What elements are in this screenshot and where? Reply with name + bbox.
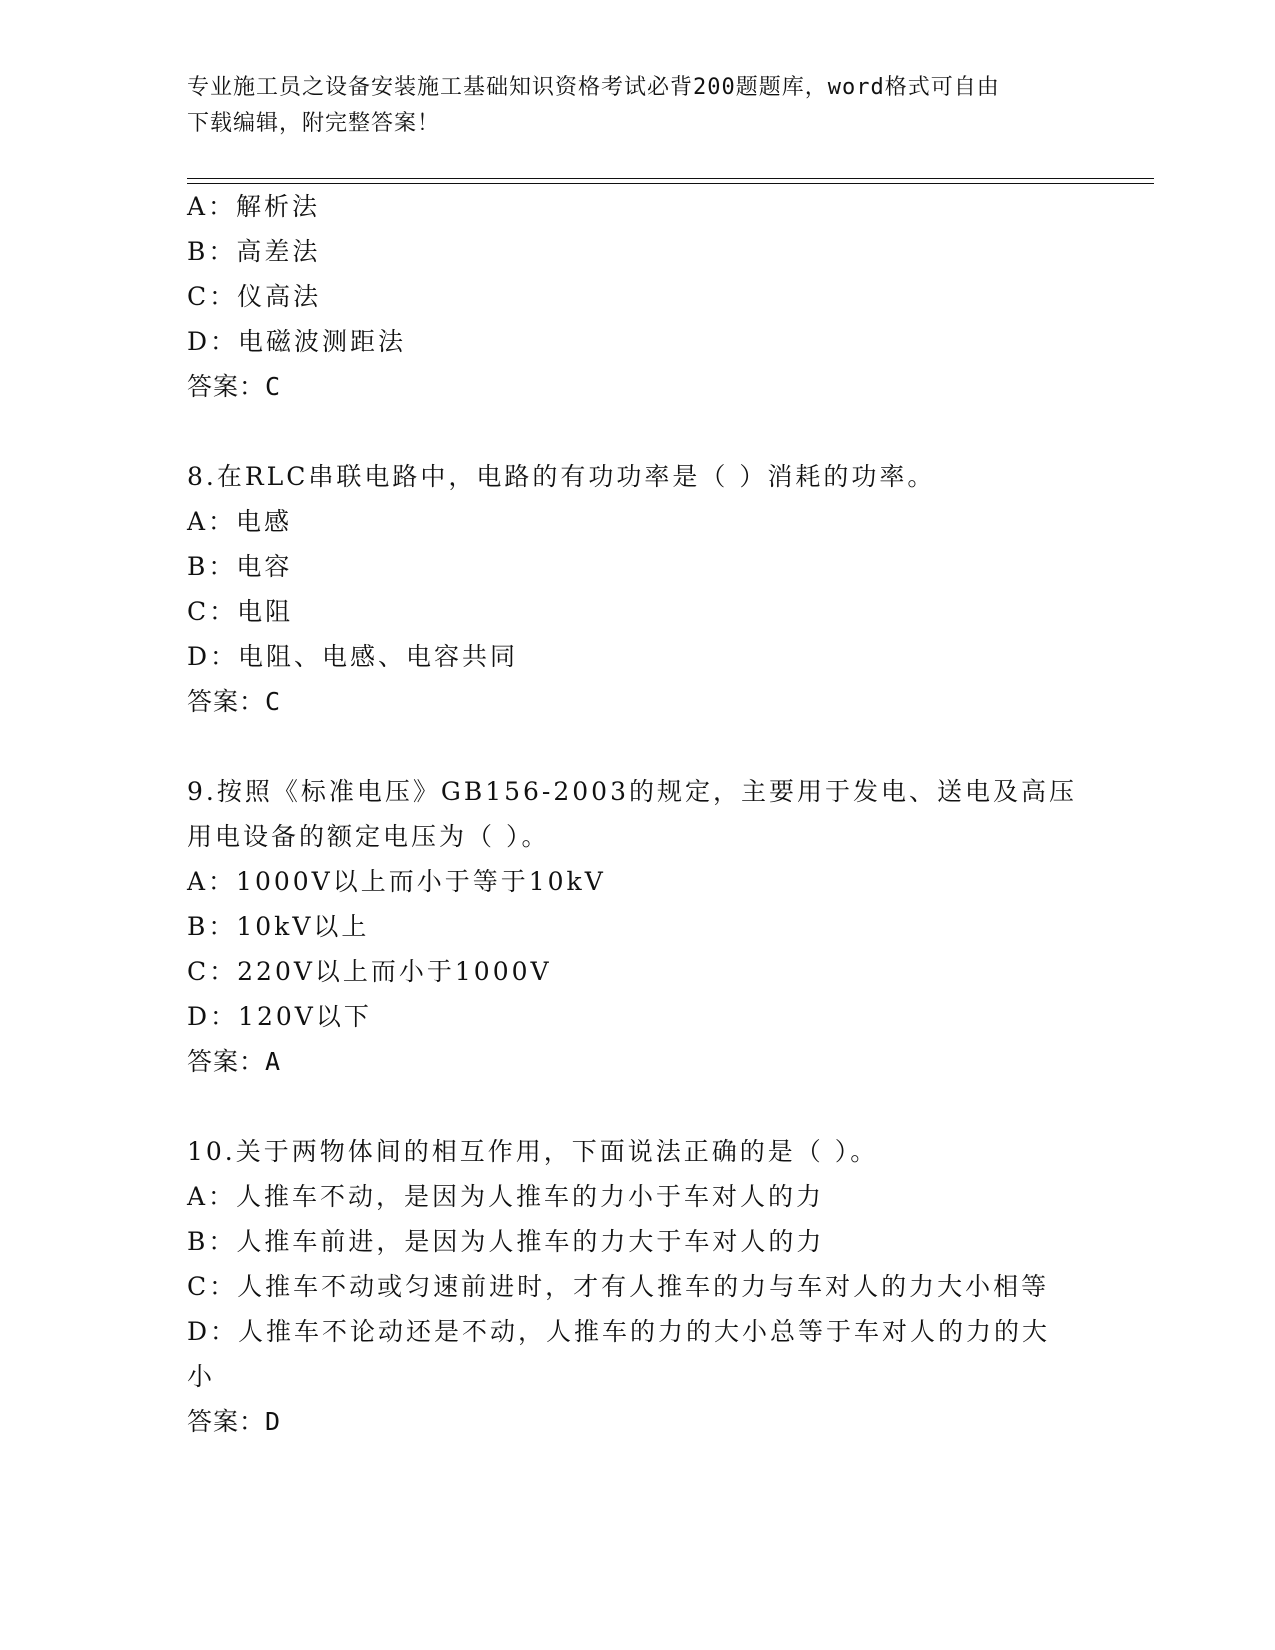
answer-label: 答案： xyxy=(187,372,266,401)
q8-option-a: A：电感 xyxy=(187,507,293,536)
answer-label: 答案： xyxy=(187,687,266,716)
q9-option-d: D：120V以下 xyxy=(187,1002,372,1031)
q7-option-a: A：解析法 xyxy=(187,192,321,221)
answer-label: 答案： xyxy=(187,1047,266,1076)
q10-option-c: C：人推车不动或匀速前进时，才有人推车的力与车对人的力大小相等 xyxy=(187,1272,1050,1301)
q9-option-c: C：220V以上而小于1000V xyxy=(187,957,552,986)
q10-stem: 10.关于两物体间的相互作用，下面说法正确的是（ ）。 xyxy=(187,1137,879,1166)
q8-answer xyxy=(187,684,281,720)
answer-value: A xyxy=(265,1047,282,1076)
q9-stem-line-2: 用电设备的额定电压为（ ）。 xyxy=(187,822,550,851)
q8-option-d: D：电阻、电感、电容共同 xyxy=(187,642,519,671)
q9-option-a: A：1000V以上而小于等于10kV xyxy=(187,867,606,896)
q10-option-a: A：人推车不动，是因为人推车的力小于车对人的力 xyxy=(187,1182,825,1211)
q9-answer xyxy=(187,1044,281,1080)
q10-option-d: D：人推车不论动还是不动，人推车的力的大小总等于车对人的力的大 xyxy=(187,1317,1051,1346)
q10-answer xyxy=(187,1404,281,1440)
q9-stem-line-1: 9.按照《标准电压》GB156-2003的规定，主要用于发电、送电及高压 xyxy=(187,777,1077,806)
q8-option-b: B：电容 xyxy=(187,552,293,581)
document-header xyxy=(187,70,1067,142)
answer-value: D xyxy=(265,1407,282,1436)
q7-option-d: D：电磁波测距法 xyxy=(187,327,407,356)
q10-option-b: B：人推车前进，是因为人推车的力大于车对人的力 xyxy=(187,1227,825,1256)
answer-label: 答案： xyxy=(187,1407,266,1436)
q10-option-d-continued: 小 xyxy=(187,1362,216,1391)
answer-value: C xyxy=(265,687,282,716)
answer-value: C xyxy=(265,372,282,401)
q7-option-b: B：高差法 xyxy=(187,237,321,266)
header-line-1: 专业施工员之设备安装施工基础知识资格考试必背200题题库，word格式可自由 xyxy=(187,75,1000,100)
q8-option-c: C：电阻 xyxy=(187,597,294,626)
q8-stem: 8.在RLC串联电路中，电路的有功功率是（ ）消耗的功率。 xyxy=(187,462,936,491)
header-divider-bottom xyxy=(187,183,1154,184)
q9-option-b: B：10kV以上 xyxy=(187,912,370,941)
q7-answer xyxy=(187,369,281,405)
header-divider-top xyxy=(187,178,1154,179)
q7-option-c: C：仪高法 xyxy=(187,282,322,311)
header-line-2: 下载编辑，附完整答案！ xyxy=(187,111,441,136)
